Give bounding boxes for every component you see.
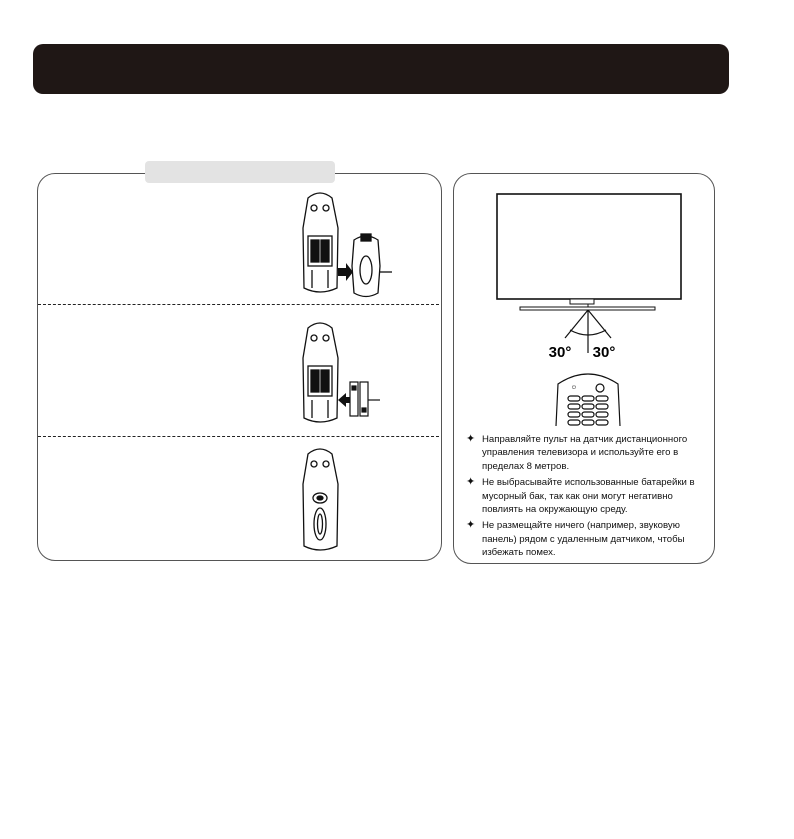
step2-insert-batteries-illustration	[300, 318, 400, 430]
angle-right-label: 30°	[592, 344, 616, 361]
usage-notes-list	[466, 433, 712, 563]
note-item	[466, 519, 712, 559]
remote-front-icon	[556, 374, 620, 426]
step-divider-1	[38, 304, 439, 305]
remote-back-closed-icon	[303, 449, 338, 550]
note-item	[466, 476, 712, 516]
star-bullet-icon: ✦	[466, 433, 476, 445]
battery-pair-icon	[350, 382, 380, 416]
note-text: Не размещайте ничего (например, звуковую панель) рядом с удаленным датчиком, чтобы избежать помех.	[482, 520, 685, 559]
step-divider-2	[38, 436, 439, 437]
note-text: Не выбрасывайте использованные батарейки в мусорный бак, так как они могут негативно повлиять на окружающую среду.	[482, 477, 695, 516]
remote-back-open-icon	[303, 193, 338, 292]
battery-cover-icon	[352, 234, 392, 297]
note-item	[466, 433, 712, 473]
page-title-bar	[33, 44, 729, 94]
step3-close-cover-illustration	[300, 444, 344, 556]
tv-sensor-diagram	[490, 188, 690, 430]
angle-left-label: 30°	[548, 344, 572, 361]
step1-open-cover-illustration	[300, 188, 400, 300]
star-bullet-icon: ✦	[466, 519, 476, 532]
section-tab	[145, 161, 335, 183]
remote-back-open-icon	[303, 323, 338, 422]
star-bullet-icon: ✦	[466, 476, 476, 489]
note-text: Направляйте пульт на датчик дистанционного управления телевизора и используйте его в пределах 8 метров.	[482, 434, 688, 472]
arrow-right-icon	[338, 263, 353, 281]
tv-icon	[497, 194, 681, 310]
svg-text:⏻: ⏻	[572, 385, 576, 391]
